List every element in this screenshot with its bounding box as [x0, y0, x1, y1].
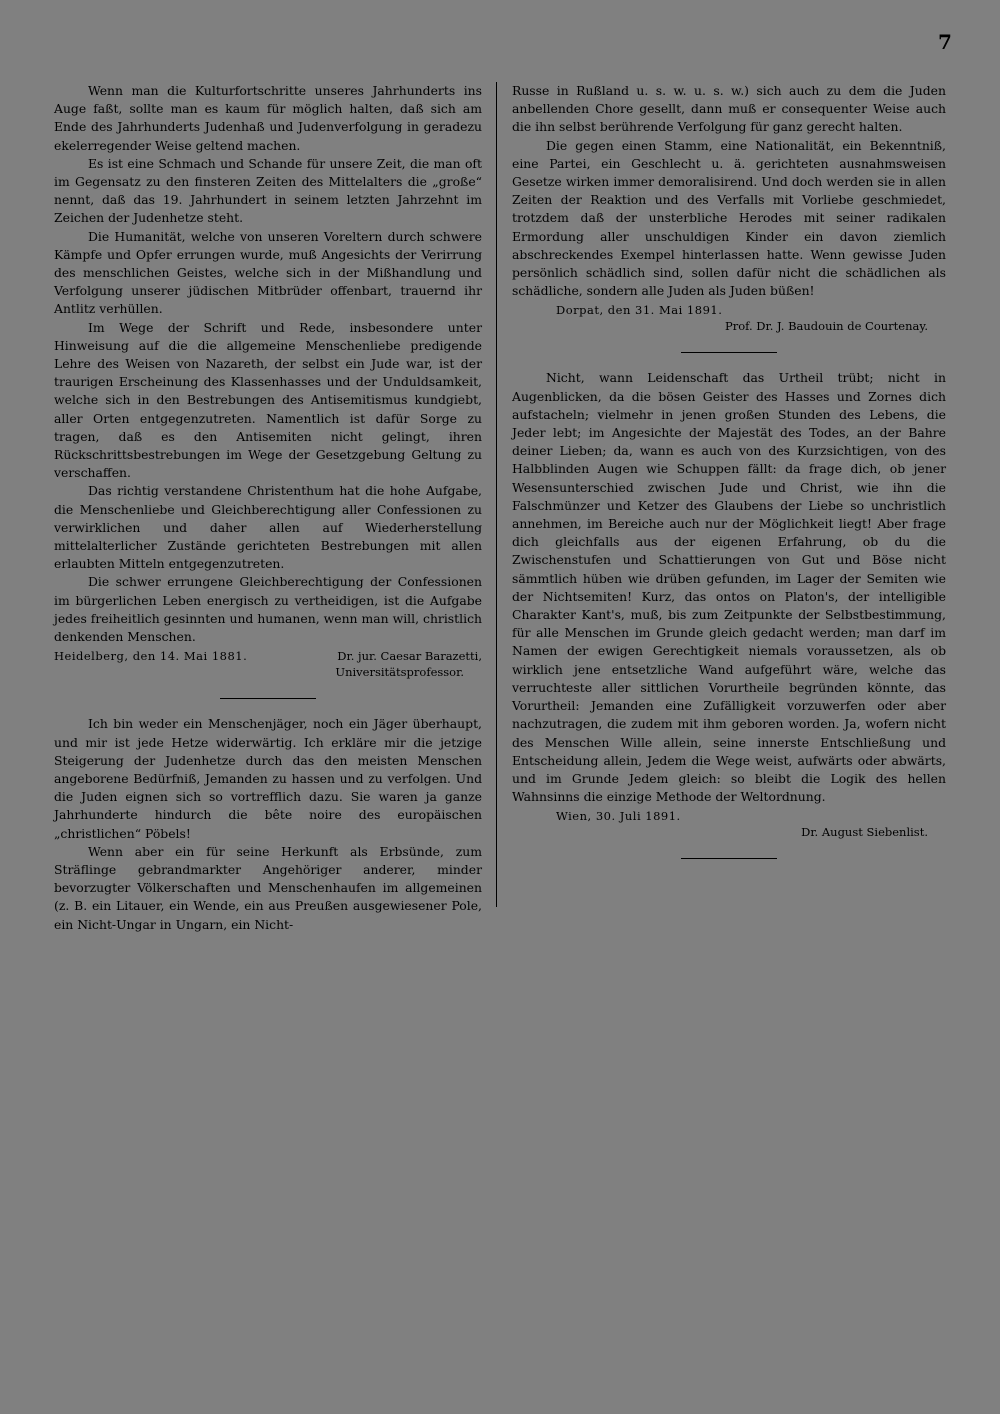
signature-block — [512, 808, 946, 840]
signature-author: Dr. August Siebenlist. — [801, 825, 928, 840]
paragraph: Die gegen einen Stamm, eine Nationalität, ein Bekenntniß, eine Partei, ein Geschlecht u. ä. gerichteten ausnahmsweisen Gesetze wirken immer demoralisirend. Und doch werden sie in allen Zeiten der Reaktion und des Verfalls mit Vorliebe geschmiedet, trotzdem daß der unsterbliche Herodes mit seiner radikalen Ermordung aller unschuldigen Kinder ein davon ziemlich abschreckendes Exempel hinterlassen hatte. Wenn gewisse Juden persönlich schädlich sind, sollen dafür nicht die schädlichen als schädliche, sondern alle Juden als Juden büßen! — [512, 137, 946, 299]
signature-place-date: Heidelberg, den 14. Mai 1881. — [54, 649, 248, 664]
section-divider — [681, 858, 777, 859]
paragraph: Russe in Rußland u. s. w. u. s. w.) sich auch zu dem die Juden anbellenden Chore gesellt, dann muß er consequenter Weise auch die ihn selbst berührende Verfolgung für ganz gerecht halten. — [512, 83, 946, 135]
paragraph: Im Wege der Schrift und Rede, insbesondere unter Hinweisung auf die die allgemeine Menschenliebe predigende Lehre des Weisen von Nazareth, der selbst ein Jude war, ist der traurigen Erscheinung des Klassenhasses und der Unduldsamkeit, welche sich in den Bestrebungen des Antisemitismus kundgiebt, aller Orten entgegenzutreten. Namentlich ist dafür Sorge zu tragen, daß es den Antisemiten nicht gelingt, ihren Rückschrittsbestrebungen im Wege der Gesetzgebung Geltung zu verschaffen. — [54, 319, 482, 481]
page-number: 7 — [938, 30, 952, 54]
paragraph: Die Humanität, welche von unseren Voreltern durch schwere Kämpfe und Opfer errungen wurde, muß Angesichts der Verirrung des menschlichen Geistes, welche sich in der Mißhandlung und Verfolgung unserer jüdischen Mitbrüder offenbart, trauernd ihr Antlitz verhüllen. — [54, 228, 482, 317]
paragraph: Es ist eine Schmach und Schande für unsere Zeit, die man oft im Gegensatz zu den finsteren Zeiten des Mittelalters die „große“ nennt, daß das 19. Jahrhundert in seinem letzten Jahrzehnt im Zeichen der Judenhetze steht. — [54, 155, 482, 226]
paragraph: Wenn aber ein für seine Herkunft als Erbsünde, zum Sträflinge gebrandmarkter Angehöriger anderer, minder bevorzugter Völkerschaften und Menschenhaufen im allgemeinen (z. B. ein Litauer, ein Wende, ein aus Preußen ausgewiesener Pole, ein Nicht-Ungar in Ungarn, ein Nicht- — [54, 843, 482, 932]
right-column — [512, 82, 946, 875]
signature-place-date: Wien, 30. Juli 1891. — [556, 809, 681, 824]
signature-block — [54, 648, 482, 680]
signature-author: Prof. Dr. J. Baudouin de Courtenay. — [724, 319, 928, 334]
paragraph: Die schwer errungene Gleichberechtigung der Confessionen im bürgerlichen Leben energisch zu vertheidigen, ist die Aufgabe jedes freiheitlich gesinnten und humanen, wenn man will, christlich denkenden Menschen. — [54, 574, 482, 645]
signature-author: Dr. jur. Caesar Barazetti, — [337, 649, 482, 664]
signature-row — [54, 648, 482, 664]
signature-block — [512, 302, 946, 334]
column-divider — [496, 82, 497, 907]
paragraph: Ich bin weder ein Menschenjäger, noch ein Jäger überhaupt, und mir ist jede Hetze widerwärtig. Ich erkläre mir die jetzige Steigerung der Judenhetze durch das den meisten Menschen angeborene Bedürfniß, Jemanden zu hassen und zu verfolgen. Und die Juden eignen sich so vortrefflich dazu. Sie waren ja ganze Jahrhunderte hindurch die bête noire des europäischen „christlichen“ Pöbels! — [54, 716, 482, 841]
paragraph: Das richtig verstandene Christenthum hat die hohe Aufgabe, die Menschenliebe und Gleichberechtigung aller Confessionen zu verwirklichen und daher allen auf Wiederherstellung mittelalterlicher Zustände gerichteten Bestrebungen mit allen erlaubten Mitteln entgegenzutreten. — [54, 483, 482, 572]
section-divider — [220, 698, 316, 699]
signature-author-title: Universitätsprofessor. — [335, 665, 464, 680]
paragraph: Nicht, wann Leidenschaft das Urtheil trübt; nicht in Augenblicken, da die bösen Geister des Hasses und Zornes dich aufstacheln; vielmehr in jenen großen Stunden des Lebens, die Jeder lebt; im Angesichte der Majestät des Todes, an der Bahre deiner Lieben; da, wann es auch von des Kurzsichtigen, von des Halbblinden Augen wie Schuppen fällt: da frage dich, ob jener Wesensunterschied zwischen Jude und Christ, wie ihn die Falschmünzer und Ketzer des Glaubens der Liebe so unchristlich annehmen, im Bereiche auch nur der Möglichkeit liegt! Aber frage dich gleichfalls aus der eigenen Erfahrung, ob du die Zwischenstufen und Schattierungen von Gut und Böse nicht sämmtlich hüben wie drüben gefunden, im Lager der Semiten wie der Nichtsemiten! Kurz, das ontos on Platon's, der intelligible Charakter Kant's, muß, bis zum Zeitpunkte der Selbstbestimmung, für alle Menschen im Grunde gleich gedacht werden; man darf im Namen der ewigen Gerechtigkeit niemals voraussetzen, als ob wirklich jene entsetzliche Wand aufgeführt wäre, welche das verruchteste aller sittlichen Vorurtheile begründen könnte, das Vorurtheil: Jemanden eine Zufälligkeit vorzuwerfen oder aber nachzutragen, die zudem mit ihm geboren worden. Ja, wofern nicht des Menschen Wille allein, seine innerste Entschließung und Entscheidung allein, Jedem die Wege weist, aufwärts oder abwärts, und im Grunde Jedem gleich: so bleibt die Logik des hellen Wahnsinns die einzige Methode der Weltordnung. — [512, 370, 946, 805]
section-divider — [681, 352, 777, 353]
left-column — [54, 82, 482, 934]
paragraph: Wenn man die Kulturfortschritte unseres Jahrhunderts ins Auge faßt, sollte man es kaum für möglich halten, daß sich am Ende des Jahrhunderts Judenhaß und Judenverfolgung in geradezu ekelerregender Weise geltend machen. — [54, 83, 482, 153]
signature-place-date: Dorpat, den 31. Mai 1891. — [556, 303, 723, 318]
